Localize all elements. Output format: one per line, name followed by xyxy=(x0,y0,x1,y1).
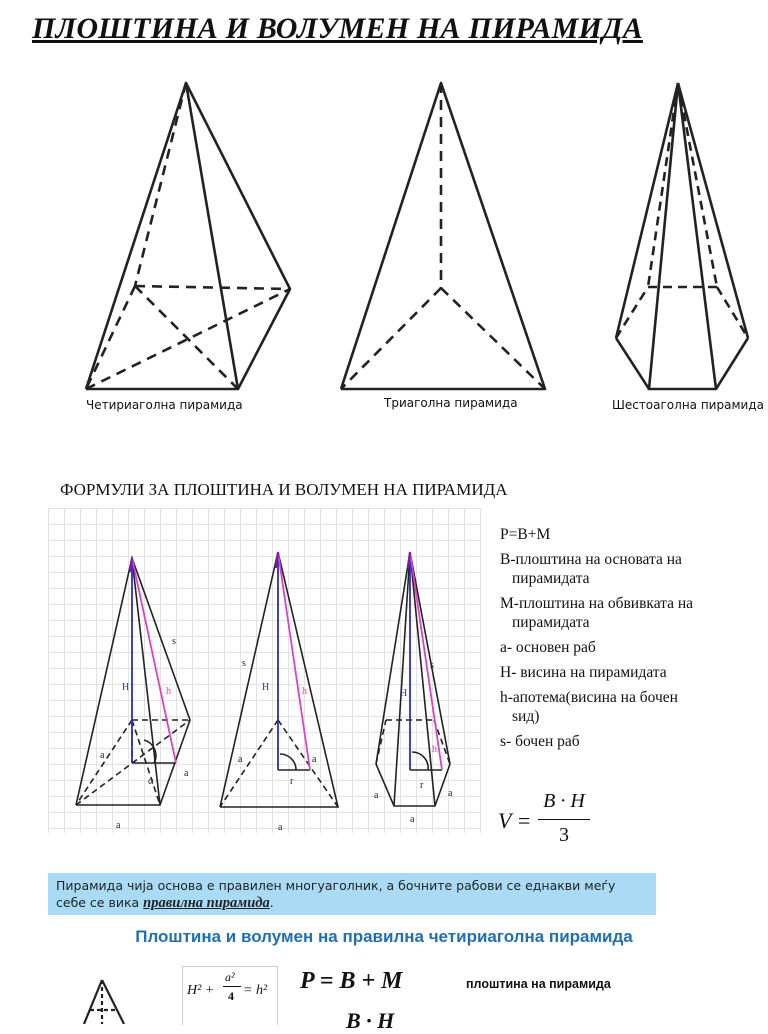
subheading: Плоштина и волумен на правилна четириаголна пирамида xyxy=(135,927,633,946)
label-r-2: r xyxy=(290,776,294,787)
small-formula-box xyxy=(182,966,278,1025)
volume-numerator: B · H xyxy=(543,790,585,812)
label-a-3c: a xyxy=(410,814,415,825)
formula-line: P=B+M xyxy=(500,526,551,543)
label-r-3: r xyxy=(420,780,424,791)
small-formula-den: 4 xyxy=(228,989,234,1003)
label-h-3: h xyxy=(432,744,437,755)
hexagonal-pyramid-diagram xyxy=(376,552,450,806)
volume-denominator: 3 xyxy=(559,824,569,846)
formula-list xyxy=(500,525,750,757)
label-a-1a: a xyxy=(100,750,105,761)
label-a-2a: a xyxy=(238,754,243,765)
page-title: ПЛОШТИНА И ВОЛУМЕН НА ПИРАМИДА xyxy=(32,12,643,45)
label-h-2: h xyxy=(302,686,307,697)
volume-lhs: V = xyxy=(498,808,532,833)
formula-line: sид) xyxy=(512,708,540,725)
triangular-pyramid-diagram xyxy=(220,552,338,807)
small-formula-left: H² + xyxy=(187,983,215,998)
definition-box xyxy=(48,873,656,915)
caption-hexagonal: Шестоаголна пирамида xyxy=(612,398,764,412)
caption-triangular: Триаголна пирамида xyxy=(384,396,518,410)
definition-text: Пирамида чија основа е правилен многуаголник, а бочните рабови се еднакви меѓу себе се вика xyxy=(56,878,616,910)
label-s-3: s xyxy=(430,660,434,671)
label-a-2b: a xyxy=(312,754,317,765)
label-a-3a: a xyxy=(374,790,379,801)
formula-line: h-апотема(висина на бочен xyxy=(500,689,678,706)
triangular-pyramid xyxy=(341,83,545,389)
label-a-3b: a xyxy=(448,788,453,799)
fraction-bar xyxy=(538,819,590,820)
label-alpha-1: α xyxy=(148,776,154,787)
grid-diagram-panel xyxy=(48,508,482,833)
pyramid-drawings xyxy=(0,70,768,400)
label-a-1b: a xyxy=(184,768,189,779)
small-pyramid-drawing xyxy=(80,976,140,1024)
label-H-2: H xyxy=(262,682,270,693)
small-formula-right: = h² xyxy=(243,983,268,998)
quadrilateral-pyramid xyxy=(86,83,290,389)
small-formula-num: a² xyxy=(225,970,235,984)
formula-line: пирамидата xyxy=(512,570,590,587)
hexagonal-pyramid xyxy=(616,83,748,389)
label-a-1c: a xyxy=(116,820,121,831)
label-s-2: s xyxy=(242,658,246,669)
formula-line: a- основен раб xyxy=(500,639,596,656)
label-a-2c: a xyxy=(278,822,283,833)
surface-area-label: плоштина на пирамида xyxy=(466,977,611,991)
label-s-1: s xyxy=(172,636,176,647)
section-title: ФОРМУЛИ ЗА ПЛОШТИНА И ВОЛУМЕН НА ПИРАМИДА xyxy=(60,480,508,499)
formula-line: s- бочен раб xyxy=(500,733,580,750)
formula-line: H- висина на пирамидата xyxy=(500,664,667,681)
caption-quadrilateral: Четириаголна пирамида xyxy=(86,398,243,412)
formula-line: B-плоштина на основата на xyxy=(500,551,682,568)
cut-volume-formula: B · H xyxy=(346,1008,395,1033)
pyramid-grid-diagrams xyxy=(48,508,482,833)
label-H-3: H xyxy=(400,688,408,699)
formula-line: M-плоштина на обвивката на xyxy=(500,595,694,612)
formula-line: пирамидата xyxy=(512,614,590,631)
definition-end: . xyxy=(269,895,274,910)
square-pyramid-diagram xyxy=(76,558,190,805)
label-h-1: h xyxy=(166,686,171,697)
label-H-1: H xyxy=(122,682,130,693)
small-fraction-bar xyxy=(223,986,241,987)
surface-area-formula: P = B + M xyxy=(300,968,403,994)
definition-term: правилна пирамида xyxy=(143,895,270,911)
